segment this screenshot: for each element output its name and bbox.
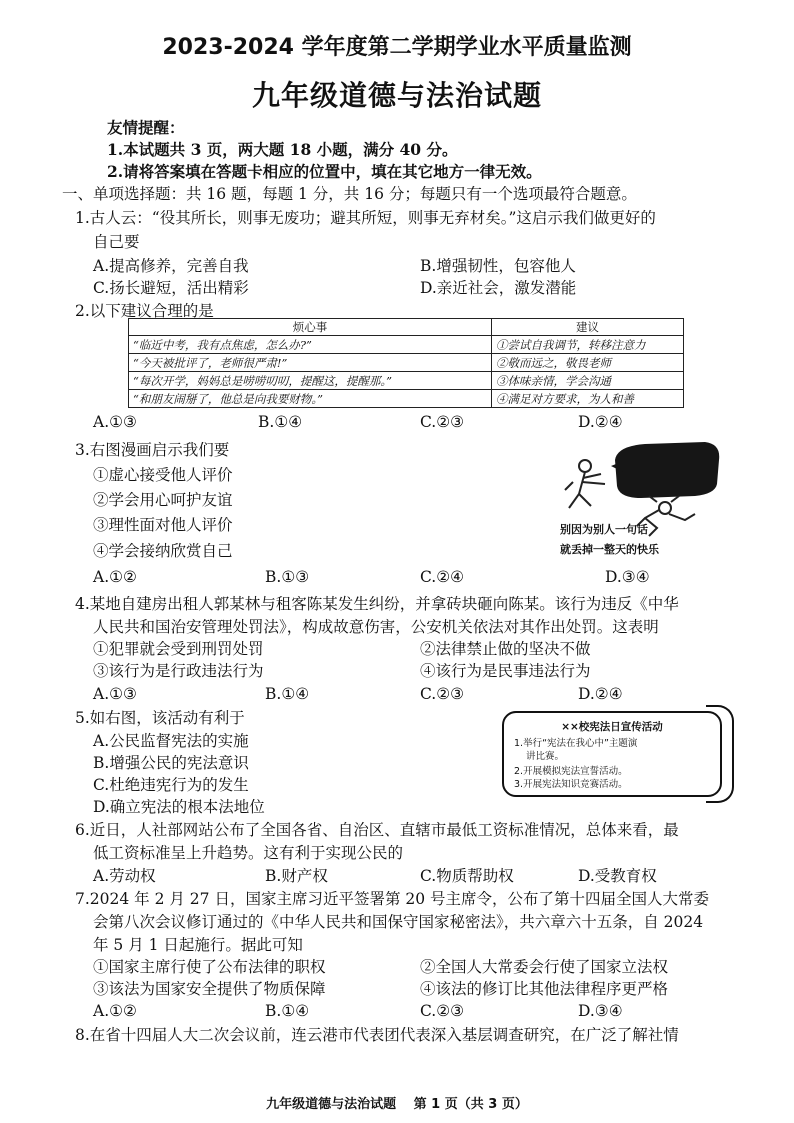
q2-cell-trouble-3: “每次开学，妈妈总是唠唠叨叨，提醒这，提醒那。” bbox=[129, 372, 492, 390]
q1-option-c: C.扬长避短，活出精彩 bbox=[93, 279, 249, 297]
q1-option-a: A.提高修养，完善自我 bbox=[93, 257, 249, 275]
q5-activity-card bbox=[502, 711, 722, 797]
q3-item-1: ①虚心接受他人评价 bbox=[93, 466, 233, 484]
cartoon-illustration bbox=[545, 438, 745, 558]
q7-option-a: A.①② bbox=[93, 1002, 137, 1020]
q3-item-4: ④学会接纳欣赏自己 bbox=[93, 542, 233, 560]
q4-option-d: D.②④ bbox=[578, 685, 623, 703]
q8-stem-line1: 8.在省十四届人大二次会议前，连云港市代表团代表深入基层调查研究，在广泛了解社情 bbox=[75, 1026, 679, 1044]
table-row bbox=[129, 372, 684, 390]
q1-option-d: D.亲近社会，激发潜能 bbox=[420, 279, 577, 297]
q6-option-b: B.财产权 bbox=[265, 867, 328, 885]
q4-stem-line2: 人民共和国治安管理处罚法》，构成故意伤害，公安机关依法对其作出处罚。这表明 bbox=[93, 618, 659, 636]
reminder-item-2: 2.请将答案填在答题卡相应的位置中，填在其它地方一律无效。 bbox=[107, 162, 542, 181]
q4-stem-line1: 4.某地自建房出租人郭某林与租客陈某发生纠纷，并拿砖块砸向陈某。该行为违反《中华 bbox=[75, 595, 679, 613]
q5-card-item1a: 1.举行“宪法在我心中”主题演 bbox=[514, 738, 638, 749]
q3-item-2: ②学会用心呵护友谊 bbox=[93, 491, 233, 509]
q4-option-b: B.①④ bbox=[265, 685, 310, 703]
q6-stem-line1: 6.近日，人社部网站公布了全国各省、自治区、直辖市最低工资标准情况，总体来看，最 bbox=[75, 821, 679, 839]
cartoon-caption-line1: 别因为别人一句话 bbox=[560, 523, 648, 536]
q7-option-c: C.②③ bbox=[420, 1002, 465, 1020]
q7-item-2: ②全国人大常委会行使了国家立法权 bbox=[420, 958, 669, 976]
q5-card-item2: 2.开展模拟宪法宣誓活动。 bbox=[514, 766, 628, 777]
q2-stem: 2.以下建议合理的是 bbox=[75, 302, 214, 320]
q2-cell-advice-4: ④满足对方要求，为人和善 bbox=[492, 390, 684, 408]
q2-cell-advice-1: ①尝试自我调节，转移注意力 bbox=[492, 336, 684, 354]
q7-stem-line2: 会第八次会议修订通过的《中华人民共和国保守国家秘密法》，共六章六十五条，自 2024 bbox=[93, 913, 704, 931]
q7-item-3: ③该法为国家安全提供了物质保障 bbox=[93, 980, 326, 998]
section-heading: 一、单项选择题：共 16 题，每题 1 分，共 16 分；每题只有一个选项最符合题意。 bbox=[62, 185, 637, 203]
q4-item-3: ③该行为是行政违法行为 bbox=[93, 662, 264, 680]
q4-item-4: ④该行为是民事违法行为 bbox=[420, 662, 591, 680]
q2-cell-advice-3: ③体味亲情，学会沟通 bbox=[492, 372, 684, 390]
q7-item-1: ①国家主席行使了公布法律的职权 bbox=[93, 958, 326, 976]
q4-item-1: ①犯罪就会受到刑罚处罚 bbox=[93, 640, 264, 658]
q2-cell-trouble-1: “临近中考，我有点焦虑，怎么办?” bbox=[129, 336, 492, 354]
q1-stem-line2: 自己要 bbox=[93, 233, 140, 251]
cartoon-boulder bbox=[611, 442, 719, 498]
q2-option-b: B.①④ bbox=[258, 413, 303, 431]
q7-option-b: B.①④ bbox=[265, 1002, 310, 1020]
q3-option-a: A.①② bbox=[93, 568, 137, 586]
cartoon-caption-line2: 就丢掉一整天的快乐 bbox=[560, 543, 659, 556]
q2-cell-trouble-4: “和朋友闹掰了，他总是向我要财物。” bbox=[129, 390, 492, 408]
q5-card-item1b: 讲比赛。 bbox=[526, 751, 565, 762]
q3-option-c: C.②④ bbox=[420, 568, 465, 586]
q2-cell-advice-2: ②敬而远之，敬畏老师 bbox=[492, 354, 684, 372]
cartoon-figure-left bbox=[565, 460, 605, 508]
q4-option-c: C.②③ bbox=[420, 685, 465, 703]
q4-item-2: ②法律禁止做的坚决不做 bbox=[420, 640, 591, 658]
q1-stem-line1: 1.古人云：“役其所长，则事无废功；避其所短，则事无弃材矣。”这启示我们做更好的 bbox=[75, 209, 656, 227]
q2-header-advice: 建议 bbox=[492, 319, 684, 336]
q5-option-a: A.公民监督宪法的实施 bbox=[93, 732, 249, 750]
q3-item-3: ③理性面对他人评价 bbox=[93, 516, 233, 534]
q3-option-d: D.③④ bbox=[605, 568, 650, 586]
page-footer: 九年级道德与法治试题 第 1 页（共 3 页） bbox=[266, 1097, 528, 1112]
q5-card-title: ××校宪法日宣传活动 bbox=[561, 721, 663, 733]
q7-option-d: D.③④ bbox=[578, 1002, 623, 1020]
q2-option-d: D.②④ bbox=[578, 413, 623, 431]
exam-title-line1: 2023-2024 学年度第二学期学业水平质量监测 bbox=[162, 35, 632, 60]
table-row bbox=[129, 390, 684, 408]
q7-stem-line3: 年 5 月 1 日起施行。据此可知 bbox=[93, 936, 303, 954]
table-row bbox=[129, 354, 684, 372]
q3-option-b: B.①③ bbox=[265, 568, 310, 586]
q2-cell-trouble-2: “今天被批评了，老师很严肃!” bbox=[129, 354, 492, 372]
q3-stem: 3.右图漫画启示我们要 bbox=[75, 441, 230, 459]
q1-option-b: B.增强韧性，包容他人 bbox=[420, 257, 576, 275]
reminder-item-1: 1.本试题共 3 页，两大题 18 小题，满分 40 分。 bbox=[107, 140, 458, 159]
table-row bbox=[129, 336, 684, 354]
q6-stem-line2: 低工资标准呈上升趋势。这有利于实现公民的 bbox=[93, 844, 404, 862]
q5-option-d: D.确立宪法的根本法地位 bbox=[93, 798, 265, 816]
q2-table bbox=[128, 318, 684, 408]
q5-card-item3: 3.开展宪法知识竞赛活动。 bbox=[514, 779, 628, 790]
q5-stem: 5.如右图，该活动有利于 bbox=[75, 709, 245, 727]
q2-option-c: C.②③ bbox=[420, 413, 465, 431]
q5-option-b: B.增强公民的宪法意识 bbox=[93, 754, 249, 772]
exam-title-line2: 九年级道德与法治试题 bbox=[251, 79, 542, 112]
reminder-label: 友情提醒： bbox=[107, 118, 185, 137]
q2-header-trouble: 烦心事 bbox=[129, 319, 492, 336]
q7-item-4: ④该法的修订比其他法律程序更严格 bbox=[420, 980, 669, 998]
q6-option-c: C.物质帮助权 bbox=[420, 867, 514, 885]
q2-option-a: A.①③ bbox=[93, 413, 137, 431]
q4-option-a: A.①③ bbox=[93, 685, 137, 703]
q6-option-d: D.受教育权 bbox=[578, 867, 657, 885]
q6-option-a: A.劳动权 bbox=[93, 867, 156, 885]
q5-option-c: C.杜绝违宪行为的发生 bbox=[93, 776, 249, 794]
q7-stem-line1: 7.2024 年 2 月 27 日，国家主席习近平签署第 20 号主席令，公布了第十四届全国人大常委 bbox=[75, 890, 710, 908]
